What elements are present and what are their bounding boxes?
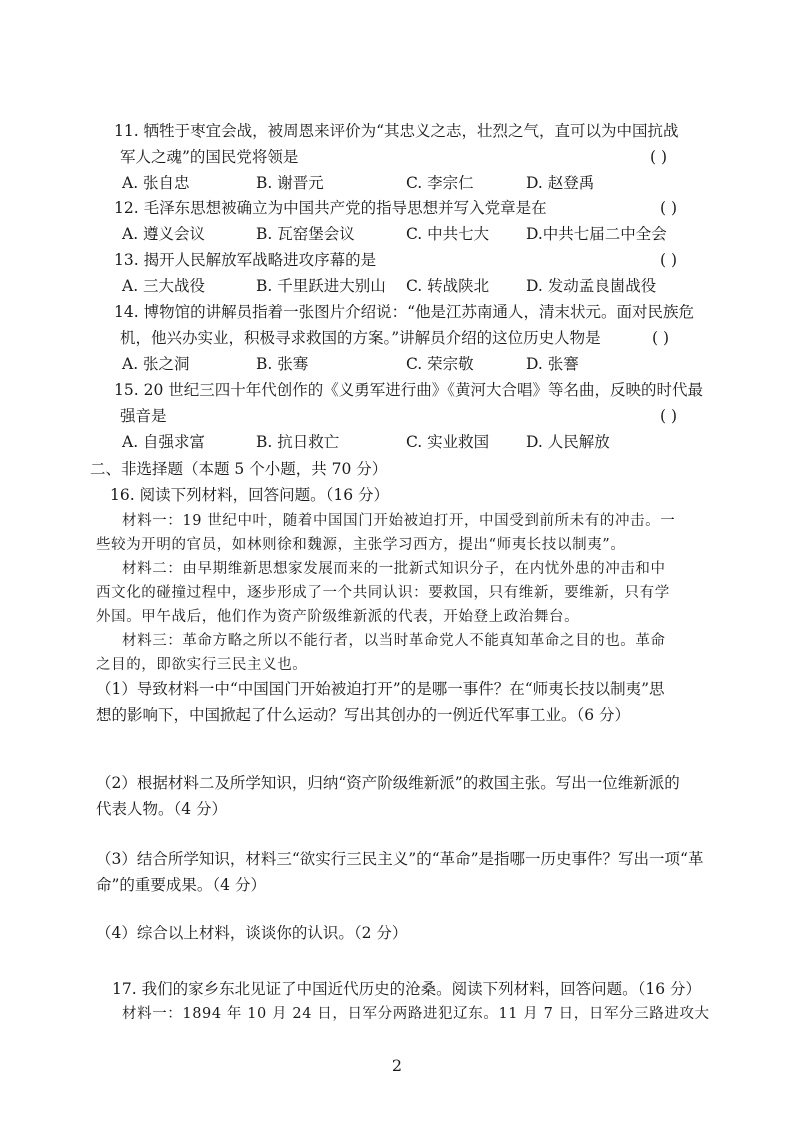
q13-option-a: A. 三大战役: [122, 277, 206, 295]
q12-option-b: B. 瓦窑堡会议: [256, 225, 355, 243]
q12-option-d: D.中共七届二中全会: [526, 225, 667, 243]
q13-option-b: B. 千里跃进大别山: [256, 277, 386, 295]
q14-line1: 14. 博物馆的讲解员指着一张图片介绍说：“他是江苏南通人，清末状元。面对民族危: [114, 303, 695, 321]
q13-option-c: C. 转战陕北: [406, 277, 490, 295]
q13-line1: 13. 揭开人民解放军战略进攻序幕的是: [114, 251, 377, 269]
q15-option-d: D. 人民解放: [526, 433, 610, 451]
q11-option-d: D. 赵登禹: [526, 174, 595, 192]
q15-answer-paren: ( ): [660, 407, 678, 425]
q16-stem: 16. 阅读下列材料，回答问题。（16 分）: [110, 486, 389, 504]
q16-material1-line2: 些较为开明的官员，如林则徐和魏源，主张学习西方，提出“师夷长技以制夷”。: [96, 537, 626, 553]
q17-stem: 17. 我们的家乡东北见证了中国近代历史的沧桑。阅读下列材料，回答问题。（16 分）: [112, 980, 701, 998]
q16-material3-line1: 材料三：革命方略之所以不能行者，以当时革命党人不能真知革命之目的也。革命: [122, 633, 666, 649]
q14-option-d: D. 张謇: [526, 355, 579, 373]
q11-answer-paren: ( ): [650, 148, 668, 166]
q17-material1-line1: 材料一：1894 年 10 月 24 日，日军分两路进犯辽东。11 月 7 日，日军分三路进攻大: [122, 1006, 710, 1022]
q16-sub2-line1: （2）根据材料二及所学知识，归纳“资产阶级维新派”的救国主张。写出一位维新派的: [96, 774, 680, 792]
q15-option-a: A. 自强求富: [122, 433, 206, 451]
q16-material2-line3: 外国。甲午战后，他们作为资产阶级维新派的代表，开始登上政治舞台。: [96, 609, 580, 625]
q14-option-c: C. 荣宗敬: [406, 355, 474, 373]
q12-option-a: A. 遵义会议: [122, 225, 206, 243]
q16-sub3-line2: 命”的重要成果。（4 分）: [96, 876, 266, 894]
q11-option-a: A. 张自忠: [122, 174, 190, 192]
q16-material3-line2: 之目的，即欲实行三民主义也。: [96, 657, 308, 673]
q15-line2: 强音是: [120, 407, 167, 425]
q11-line2: 军人之魂”的国民党将领是: [120, 148, 299, 166]
q16-material2-line1: 材料二：由早期维新思想家发展而来的一批新式知识分子，在内忧外患的冲击和中: [122, 561, 666, 577]
q12-answer-paren: ( ): [660, 199, 678, 217]
q16-sub1-line1: （1）导致材料一中“中国国门开始被迫打开”的是哪一事件？在“师夷长技以制夷”思: [96, 680, 665, 698]
q16-sub4: （4）综合以上材料，谈谈你的认识。（2 分）: [96, 924, 408, 942]
q11-option-b: B. 谢晋元: [256, 174, 324, 192]
q16-sub2-line2: 代表人物。（4 分）: [96, 800, 228, 818]
q15-option-c: C. 实业救国: [406, 433, 490, 451]
q16-sub3-line1: （3）结合所学知识，材料三“欲实行三民主义”的“革命”是指哪一历史事件？写出一项“革: [96, 850, 704, 868]
q12-line1: 12. 毛泽东思想被确立为中国共产党的指导思想并写入党章是在: [114, 199, 547, 217]
q15-line1: 15. 20 世纪三四十年代创作的《义勇军进行曲》《黄河大合唱》等名曲，反映的时代最: [114, 381, 703, 399]
q13-answer-paren: ( ): [660, 251, 678, 269]
q11-line1: 11. 牺牲于枣宜会战，被周恩来评价为“其忠义之志，壮烈之气，直可以为中国抗战: [114, 122, 679, 140]
q14-line2: 机，他兴办实业，积极寻求救国的方案。”讲解员介绍的这位历史人物是: [120, 329, 601, 347]
q14-option-b: B. 张骞: [256, 355, 309, 373]
q14-option-a: A. 张之洞: [122, 355, 190, 373]
q12-option-c: C. 中共七大: [406, 225, 490, 243]
q16-material1-line1: 材料一：19 世纪中叶，随着中国国门开始被迫打开，中国受到前所未有的冲击。一: [122, 513, 676, 529]
section2-heading: 二、非选择题（本题 5 个小题，共 70 分）: [90, 460, 388, 478]
page-number: 2: [391, 1056, 403, 1075]
q16-material2-line2: 西文化的碰撞过程中，逐步形成了一个共同认识：要救国，只有维新，要维新，只有学: [96, 585, 670, 601]
q15-option-b: B. 抗日救亡: [256, 433, 340, 451]
q11-option-c: C. 李宗仁: [406, 174, 474, 192]
q16-sub1-line2: 想的影响下，中国掀起了什么运动？写出其创办的一例近代军事工业。（6 分）: [96, 706, 631, 724]
q14-answer-paren: ( ): [652, 329, 670, 347]
q13-option-d: D. 发动孟良崮战役: [526, 277, 657, 295]
